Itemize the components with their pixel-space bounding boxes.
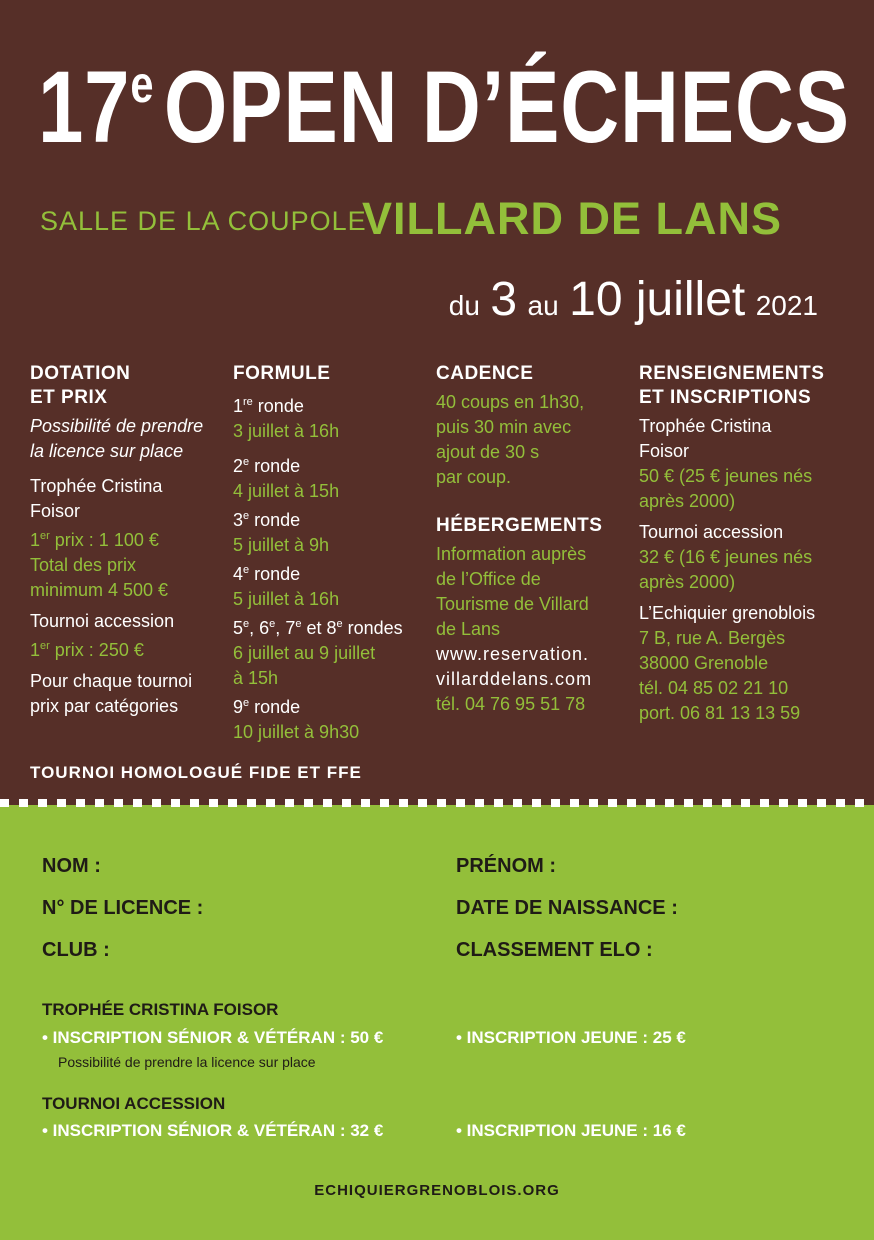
accession-first-prize: 1er prix : 250 €	[30, 640, 144, 660]
dash-segment	[114, 799, 123, 807]
dash-segment	[722, 799, 731, 807]
rounds-5-8-date-line1: 6 juillet au 9 juillet	[233, 643, 376, 663]
hebergement-line3: Tourisme de Villard	[436, 594, 589, 614]
dash-segment	[760, 799, 769, 807]
dash-segment	[589, 799, 598, 807]
accession-label: Tournoi accession	[30, 611, 175, 631]
dash-segment	[741, 799, 750, 807]
trophy-fee-line1: 50 € (25 € jeunes nés	[639, 466, 813, 486]
prenom-field-label[interactable]: PRÉNOM :	[456, 855, 556, 877]
accession-prize-ordinal: er	[40, 640, 50, 652]
trophy-fee-line2: après 2000)	[639, 491, 736, 511]
first-prize-ordinal: er	[40, 530, 50, 542]
dash-segment	[437, 799, 446, 807]
dash-segment	[684, 799, 693, 807]
dash-segment	[418, 799, 427, 807]
cadence-line3: ajout de 30 s	[436, 442, 540, 462]
dotation-column	[30, 362, 203, 719]
rounds-5-8-date-line2: à 15h	[233, 668, 279, 688]
hebergement-phone: tél. 04 76 95 51 78	[436, 694, 586, 714]
club-name: L’Echiquier grenoblois	[639, 603, 816, 623]
dash-segment	[171, 799, 180, 807]
total-prizes-line1: Total des prix	[30, 555, 137, 575]
dash-segment	[0, 799, 9, 807]
hebergement-line1: Information auprès	[436, 544, 587, 564]
title-ordinal: e	[130, 56, 155, 114]
dotation-heading-line2: ET PRIX	[30, 387, 108, 408]
trophy-jeune-option[interactable]: • INSCRIPTION JEUNE : 25 €	[456, 1028, 686, 1047]
club-address-line1: 7 B, rue A. Bergès	[639, 628, 786, 648]
poster-title	[38, 50, 850, 164]
club-address-line2: 38000 Grenoble	[639, 653, 769, 673]
round-2: 2e ronde	[233, 456, 301, 476]
dash-segment	[76, 799, 85, 807]
title-number: 17	[38, 50, 131, 164]
accession-senior-option[interactable]: • INSCRIPTION SÉNIOR & VÉTÉRAN : 32 €	[42, 1121, 384, 1140]
registration-panel	[0, 805, 874, 1240]
dash-segment	[456, 799, 465, 807]
dotation-heading	[30, 362, 203, 410]
naissance-field-label[interactable]: DATE DE NAISSANCE :	[456, 897, 678, 919]
dates-start: 3	[490, 273, 518, 326]
round-2-date: 4 juillet à 15h	[233, 481, 340, 501]
dash-segment	[627, 799, 636, 807]
round-9: 9e ronde	[233, 697, 301, 717]
accession-prize-amount: prix : 250 €	[49, 640, 144, 660]
round-1-date: 3 juillet à 16h	[233, 421, 340, 441]
club-mobile: port. 06 81 13 13 59	[639, 703, 801, 723]
club-website[interactable]: ECHIQUIERGRENOBLOIS.ORG	[314, 1182, 560, 1199]
dates-au: au	[527, 290, 559, 321]
dash-segment	[38, 799, 47, 807]
reservation-website-line1: www.reservation.	[436, 644, 590, 664]
round-4-date: 5 juillet à 16h	[233, 589, 340, 609]
dash-segment	[665, 799, 674, 807]
category-prizes-line2: prix par catégories	[30, 696, 179, 716]
homologation-notice: TOURNOI HOMOLOGUÉ FIDE ET FFE	[30, 763, 362, 782]
dash-segment	[646, 799, 655, 807]
cadence-line1: 40 coups en 1h30,	[436, 392, 585, 412]
venue-name: SALLE DE LA COUPOLE	[40, 206, 367, 236]
dash-segment	[494, 799, 503, 807]
renseignements-heading-line1: RENSEIGNEMENTS	[639, 363, 825, 384]
dates-end: 10 juillet	[569, 273, 746, 326]
accession-fee-line2: après 2000)	[639, 572, 736, 592]
category-prizes-line1: Pour chaque tournoi	[30, 671, 193, 691]
dash-segment	[228, 799, 237, 807]
round-3: 3e ronde	[233, 510, 301, 530]
dash-segment	[133, 799, 142, 807]
dash-segment	[19, 799, 28, 807]
dash-segment	[513, 799, 522, 807]
cadence-line2: puis 30 min avec	[436, 417, 572, 437]
licence-note-line2: la licence sur place	[30, 441, 184, 461]
dash-segment	[190, 799, 199, 807]
dash-segment	[570, 799, 579, 807]
renseignements-heading-line2: ET INSCRIPTIONS	[639, 387, 812, 408]
dash-segment	[152, 799, 161, 807]
dash-segment	[855, 799, 864, 807]
dash-segment	[247, 799, 256, 807]
trophy-section-title: TROPHÉE CRISTINA FOISOR	[42, 1000, 279, 1019]
dash-segment	[95, 799, 104, 807]
dash-segment	[266, 799, 275, 807]
round-9-date: 10 juillet à 9h30	[233, 722, 360, 742]
hebergement-line4: de Lans	[436, 619, 501, 639]
trophy-info-line2: Foisor	[639, 441, 690, 461]
licence-note-line1: Possibilité de prendre	[30, 416, 204, 436]
accession-info: Tournoi accession	[639, 522, 784, 542]
dates-du: du	[448, 290, 480, 321]
dotation-heading-line1: DOTATION	[30, 363, 131, 384]
event-dates	[449, 272, 818, 327]
dash-segment	[399, 799, 408, 807]
cadence-column	[436, 362, 602, 717]
accession-fee-line1: 32 € (16 € jeunes nés	[639, 547, 813, 567]
round-3-date: 5 juillet à 9h	[233, 535, 330, 555]
dash-segment	[798, 799, 807, 807]
dash-segment	[608, 799, 617, 807]
club-phone: tél. 04 85 02 21 10	[639, 678, 789, 698]
trophy-name-line2: Foisor	[30, 501, 81, 521]
dash-segment	[817, 799, 826, 807]
dash-segment	[551, 799, 560, 807]
dash-segment	[57, 799, 66, 807]
formule-column	[233, 362, 403, 745]
licence-on-site-note: Possibilité de prendre la licence sur place	[58, 1054, 316, 1070]
dash-segment	[361, 799, 370, 807]
dash-segment	[475, 799, 484, 807]
dash-segment	[703, 799, 712, 807]
title-main: OPEN D’ÉCHECS	[163, 50, 850, 164]
trophy-info-line1: Trophée Cristina	[639, 416, 772, 436]
renseignements-heading	[639, 362, 824, 410]
trophy-first-prize: 1er prix : 1 100 €	[30, 530, 159, 550]
club-field-label[interactable]: CLUB :	[42, 939, 110, 961]
dash-segment	[779, 799, 788, 807]
reservation-website-line2: villarddelans.com	[436, 669, 593, 689]
dash-segment	[380, 799, 389, 807]
accession-jeune-option[interactable]: • INSCRIPTION JEUNE : 16 €	[456, 1121, 686, 1140]
cadence-line4: par coup.	[436, 467, 512, 487]
formule-heading: FORMULE	[233, 363, 331, 384]
dash-segment	[532, 799, 541, 807]
hebergement-line2: de l’Office de	[436, 569, 541, 589]
dash-segment	[323, 799, 332, 807]
dash-segment	[836, 799, 845, 807]
round-4: 4e ronde	[233, 564, 301, 584]
first-prize-amount: prix : 1 100 €	[49, 530, 159, 550]
town-name: VILLARD DE LANS	[362, 193, 782, 244]
dashed-separator	[0, 799, 874, 807]
cadence-heading: CADENCE	[436, 363, 534, 384]
dash-segment	[285, 799, 294, 807]
hebergement-heading: HÉBERGEMENTS	[436, 515, 603, 536]
elo-field-label[interactable]: CLASSEMENT ELO :	[456, 939, 653, 961]
accession-section-title: TOURNOI ACCESSION	[42, 1094, 226, 1113]
rounds-5-8: 5e, 6e, 7e et 8e rondes	[233, 618, 403, 638]
dates-year: 2021	[755, 290, 818, 321]
renseignements-column	[639, 362, 824, 726]
dash-segment	[304, 799, 313, 807]
trophy-name-line1: Trophée Cristina	[30, 476, 163, 496]
round-1: 1re ronde	[233, 396, 304, 416]
licence-field-label[interactable]: N° DE LICENCE :	[42, 897, 204, 919]
total-prizes-line2: minimum 4 500 €	[30, 580, 169, 600]
nom-field-label[interactable]: NOM :	[42, 855, 101, 877]
dash-segment	[209, 799, 218, 807]
dash-segment	[342, 799, 351, 807]
trophy-senior-option[interactable]: • INSCRIPTION SÉNIOR & VÉTÉRAN : 50 €	[42, 1028, 384, 1047]
